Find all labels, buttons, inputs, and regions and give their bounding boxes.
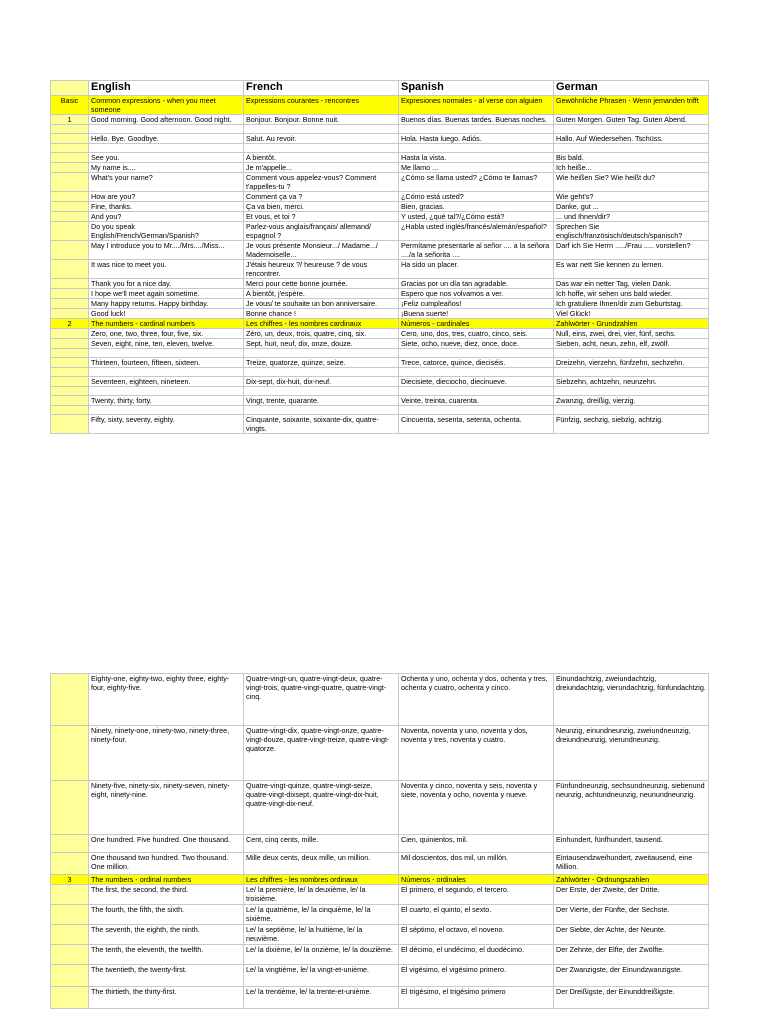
cell-german: Ich gratuliere Ihnen/dir zum Geburtstag. (554, 299, 709, 309)
table-row (51, 299, 709, 309)
cell-german: Zahlwörter - Grundzahlen (554, 319, 709, 329)
row-number (51, 945, 89, 965)
table-row (51, 339, 709, 349)
spacer-cell (554, 387, 709, 396)
spacer-cell (554, 144, 709, 153)
cell-french: A bientôt. (244, 153, 399, 163)
row-number (51, 329, 89, 339)
category-row (51, 96, 709, 115)
cell-spanish: Cincuenta, sesenta, setenta, ochenta. (399, 415, 554, 434)
cell-french: Expressions courantes - rencontres (244, 96, 399, 115)
cell-english: Twenty, thirty, forty. (89, 396, 244, 406)
table-row (51, 329, 709, 339)
cell-german: Ich heiße... (554, 163, 709, 173)
cell-english: Thirteen, fourteen, fifteen, sixteen. (89, 358, 244, 368)
row-number (51, 885, 89, 905)
cell-french: A bientôt, j'espère. (244, 289, 399, 299)
spacer-row (51, 349, 709, 358)
header-german: German (554, 81, 709, 96)
cell-spanish: ¡Feliz cumpleaños! (399, 299, 554, 309)
spacer-cell (399, 144, 554, 153)
cell-german: Darf ich Sie Herrn ...../Frau ..... vorstellen? (554, 241, 709, 260)
spacer-cell (399, 368, 554, 377)
cell-german: Zahlwörter - Ordnungszahlen (554, 875, 709, 885)
table-row (51, 674, 709, 726)
header-row (51, 81, 709, 96)
table-row (51, 309, 709, 319)
cell-french: Le/ la première, le/ la deuxième, le/ la troisième. (244, 885, 399, 905)
row-number (51, 134, 89, 144)
row-number (51, 289, 89, 299)
cell-english: The numbers - ordinal numbers (89, 875, 244, 885)
cell-english: Zero, one, two, three, four, five, six. (89, 329, 244, 339)
table-row (51, 905, 709, 925)
row-number (51, 726, 89, 781)
cell-french: Comment ça va ? (244, 192, 399, 202)
cell-french: Sept, huit, neuf, dix, onze, douze. (244, 339, 399, 349)
cell-spanish: Números - cardinales (399, 319, 554, 329)
cell-german: Der Dreißigste, der Einunddreißigste. (554, 987, 709, 1009)
row-number (51, 153, 89, 163)
cell-spanish: Hasta la vista. (399, 153, 554, 163)
table-row (51, 415, 709, 434)
cell-english: What's your name? (89, 173, 244, 192)
cell-spanish: Gracias por un día tan agradable. (399, 279, 554, 289)
cell-english: I hope we'll meet again sometime. (89, 289, 244, 299)
row-number (51, 377, 89, 387)
spacer-cell (51, 368, 89, 377)
table-row (51, 945, 709, 965)
cell-spanish: El vigésimo, el vigésimo primero. (399, 965, 554, 987)
cell-english: Good luck! (89, 309, 244, 319)
cell-german: Es war nett Sie kennen zu lernen. (554, 260, 709, 279)
table-row (51, 212, 709, 222)
table-row (51, 726, 709, 781)
row-number (51, 987, 89, 1009)
phrase-table-top (50, 80, 709, 434)
table-row (51, 358, 709, 368)
spacer-cell (244, 125, 399, 134)
cell-english: Common expressions - when you meet someone (89, 96, 244, 115)
cell-german: Fünfundneunzig, sechsundneunzig, siebenund neunzig, achtundneunzig, neunundneunzig. (554, 781, 709, 835)
cell-french: Comment vous appelez-vous? Comment t'appelles-tu ? (244, 173, 399, 192)
cell-german: Einundachtzig, zweiundachtzig, dreiundachtzig, vierundachtzig, fünfundachtzig. (554, 674, 709, 726)
spacer-cell (399, 406, 554, 415)
row-number (51, 309, 89, 319)
spacer-cell (554, 406, 709, 415)
cell-spanish: Trece, catorce, quince, dieciséis. (399, 358, 554, 368)
row-number (51, 415, 89, 434)
row-number: 2 (51, 319, 89, 329)
cell-french: J'étais heureux ?/ heureuse ? de vous rencontrer. (244, 260, 399, 279)
cell-french: Quatre-vingt-un, quatre-vingt-deux, quatre-vingt-trois, quatre-vingt-quatre, quatre-vingt-cinq. (244, 674, 399, 726)
cell-spanish: Veinte, treinta, cuarenta. (399, 396, 554, 406)
cell-german: Einhundert, fünfhundert, tausend. (554, 835, 709, 853)
table-row (51, 885, 709, 905)
cell-spanish: El décimo, el undécimo, el duodécimo. (399, 945, 554, 965)
row-number (51, 339, 89, 349)
cell-german: Der Erste, der Zweite, der Dritte. (554, 885, 709, 905)
cell-german: Null, eins, zwei, drei, vier, fünf, sechs. (554, 329, 709, 339)
cell-english: The tenth, the eleventh, the twelfth. (89, 945, 244, 965)
row-number (51, 279, 89, 289)
table-row (51, 853, 709, 875)
header-english: English (89, 81, 244, 96)
spacer-cell (244, 349, 399, 358)
cell-german: Ich hoffe, wir sehen uns bald wieder. (554, 289, 709, 299)
cell-english: Eighty-one, eighty-two, eighty three, eighty-four, eighty-five. (89, 674, 244, 726)
spacer-cell (554, 368, 709, 377)
cell-english: The numbers - cardinal numbers (89, 319, 244, 329)
cell-spanish: Ha sido un placer. (399, 260, 554, 279)
cell-english: Seventeen, eighteen, nineteen. (89, 377, 244, 387)
cell-english: Fifty, sixty, seventy, eighty. (89, 415, 244, 434)
cell-german: Bis bald. (554, 153, 709, 163)
cell-english: The twentieth, the twenty-first. (89, 965, 244, 987)
spacer-cell (244, 144, 399, 153)
row-number (51, 222, 89, 241)
spacer-cell (399, 387, 554, 396)
cell-german: Der Zwanzigste, der Einundzwanzigste. (554, 965, 709, 987)
cell-german: Zwanzig, dreißig, vierzig. (554, 396, 709, 406)
cell-english: It was nice to meet you. (89, 260, 244, 279)
cell-german: Sieben, acht, neun, zehn, elf, zwölf. (554, 339, 709, 349)
spacer-row (51, 368, 709, 377)
cell-spanish: ¿Habla usted inglés/francés/alemán/español? (399, 222, 554, 241)
cell-french: Le/ la vingtième, le/ la vingt-et-unième. (244, 965, 399, 987)
cell-german: Eintausendzweihundert, zweitausend, eine Million. (554, 853, 709, 875)
cell-english: Hello. Bye. Goodbye. (89, 134, 244, 144)
cell-french: Je m'appelle... (244, 163, 399, 173)
cell-german: Danke, gut ... (554, 202, 709, 212)
spacer-row (51, 125, 709, 134)
table-row (51, 987, 709, 1009)
cell-english: My name is.... (89, 163, 244, 173)
cell-english: Seven, eight, nine, ten, eleven, twelve. (89, 339, 244, 349)
cell-spanish: Noventa, noventa y uno, noventa y dos, noventa y tres, noventa y cuatro. (399, 726, 554, 781)
row-number: 1 (51, 115, 89, 125)
cell-english: Good morning. Good afternoon. Good night. (89, 115, 244, 125)
cell-french: Le/ la trentième, le/ la trente-et-unième. (244, 987, 399, 1009)
cell-french: Bonne chance ! (244, 309, 399, 319)
cell-english: Ninety, ninety-one, ninety-two, ninety-three, ninety-four. (89, 726, 244, 781)
cell-german: Neunzig, einundneunzig, zweiundneunzig, dreiundneunzig, vierundneunzig. (554, 726, 709, 781)
cell-english: Many happy returns. Happy birthday. (89, 299, 244, 309)
spacer-cell (51, 125, 89, 134)
row-number (51, 674, 89, 726)
row-number (51, 905, 89, 925)
cell-english: The thirtieth, the thirty-first. (89, 987, 244, 1009)
table-row (51, 153, 709, 163)
cell-english: One hundred. Five hundred. One thousand. (89, 835, 244, 853)
spacer-cell (51, 406, 89, 415)
category-row (51, 319, 709, 329)
cell-german: Wie geht's? (554, 192, 709, 202)
cell-french: Les chiffres - les nombres cardinaux (244, 319, 399, 329)
cell-spanish: Expresiones normales - al verse con alguien (399, 96, 554, 115)
cell-spanish: Espero que nos volvamos a ver. (399, 289, 554, 299)
cell-french: Parlez-vous anglais/français/ allemand/ espagnol ? (244, 222, 399, 241)
cell-french: Et vous, et toi ? (244, 212, 399, 222)
cell-spanish: Siete, ocho, nueve, diez, once, doce. (399, 339, 554, 349)
cell-french: Cinquante, soixante, soixante-dix, quatre-vingts. (244, 415, 399, 434)
table-row (51, 202, 709, 212)
cell-german: Siebzehn, achtzehn, neunzehn. (554, 377, 709, 387)
cell-german: Hallo. Auf Wiedersehen. Tschüss. (554, 134, 709, 144)
row-number (51, 396, 89, 406)
table-row (51, 134, 709, 144)
cell-german: Viel Glück! (554, 309, 709, 319)
spacer-cell (89, 144, 244, 153)
row-number (51, 358, 89, 368)
cell-german: Guten Morgen. Guten Tag. Guten Abend. (554, 115, 709, 125)
row-number (51, 835, 89, 853)
row-number (51, 173, 89, 192)
cell-english: See you. (89, 153, 244, 163)
cell-spanish: Números - ordinales (399, 875, 554, 885)
table-row (51, 289, 709, 299)
row-number (51, 192, 89, 202)
cell-french: Le/ la quatrième, le/ la cinquième, le/ la sixième. (244, 905, 399, 925)
table-row (51, 965, 709, 987)
cell-french: Treize, quatorze, quinze, seize. (244, 358, 399, 368)
cell-english: How are you? (89, 192, 244, 202)
cell-french: Ça va bien, merci. (244, 202, 399, 212)
cell-english: The seventh, the eighth, the ninth. (89, 925, 244, 945)
spacer-cell (89, 368, 244, 377)
cell-spanish: ¿Cómo se llama usted? ¿Cómo te llamas? (399, 173, 554, 192)
table-row (51, 835, 709, 853)
cell-french: Je vous présente Monsieur.../ Madame.../ Mademoiselle... (244, 241, 399, 260)
cell-french: Quatre-vingt-quinze, quatre-vingt-seize, quatre-vingt-dixsept, quatre-vingt-dix-huit, quatre-vingt-dix-neuf. (244, 781, 399, 835)
cell-french: Dix-sept, dix-huit, dix-neuf. (244, 377, 399, 387)
row-number (51, 241, 89, 260)
cell-german: Der Zehnte, der Elfte, der Zwölfte. (554, 945, 709, 965)
table-row (51, 173, 709, 192)
cell-english: One thousand two hundred. Two thousand. One million. (89, 853, 244, 875)
table-row (51, 192, 709, 202)
cell-french: Le/ la dixième, le/ la onzième, le/ la douzième. (244, 945, 399, 965)
cell-spanish: ¡Buena suerte! (399, 309, 554, 319)
cell-german: Wie heißen Sie? Wie heißt du? (554, 173, 709, 192)
cell-english: Fine, thanks. (89, 202, 244, 212)
cell-spanish: Permítame presentarle al señor .... a la señora ..../a la señorita .... (399, 241, 554, 260)
row-number: 3 (51, 875, 89, 885)
spacer-cell (89, 387, 244, 396)
cell-spanish: El séptimo, el octavo, el noveno. (399, 925, 554, 945)
cell-spanish: ¿Cómo está usted? (399, 192, 554, 202)
cell-spanish: Cero, uno, dos, tres, cuatro, cinco, seis. (399, 329, 554, 339)
row-number (51, 202, 89, 212)
spacer-cell (244, 368, 399, 377)
category-row (51, 875, 709, 885)
cell-english: Do you speak English/French/German/Spanish? (89, 222, 244, 241)
spacer-cell (51, 349, 89, 358)
spacer-cell (89, 125, 244, 134)
cell-german: Der Vierte, der Fünfte, der Sechste. (554, 905, 709, 925)
phrase-table-bottom (50, 673, 709, 1009)
cell-spanish: Buenos días. Buenas tardes. Buenas noches. (399, 115, 554, 125)
cell-spanish: Ochenta y uno, ochenta y dos, ochenta y tres, ochenta y cuatro, ochenta y cinco. (399, 674, 554, 726)
spacer-cell (399, 349, 554, 358)
cell-spanish: Hola. Hasta luego. Adiós. (399, 134, 554, 144)
spacer-row (51, 144, 709, 153)
table-row (51, 377, 709, 387)
table-row (51, 925, 709, 945)
cell-spanish: Noventa y cinco, noventa y seis, noventa y siete, noventa y ocho, noventa y nueve. (399, 781, 554, 835)
cell-english: And you? (89, 212, 244, 222)
cell-english: Ninety-five, ninety-six, ninety-seven, ninety-eight, ninety-nine. (89, 781, 244, 835)
cell-french: Quatre-vingt-dix, quatre-vingt-onze, quatre-vingt-douze, quatre-vingt-treize, quatre-vingt-quatorze. (244, 726, 399, 781)
header-french: French (244, 81, 399, 96)
row-number (51, 781, 89, 835)
table-row (51, 115, 709, 125)
cell-spanish: Y usted, ¿qué tal?/¿Cómo está? (399, 212, 554, 222)
table-row (51, 279, 709, 289)
table-row (51, 260, 709, 279)
row-number (51, 212, 89, 222)
cell-french: Mille deux cents, deux mille, un million. (244, 853, 399, 875)
header-num (51, 81, 89, 96)
cell-french: Le/ la septième, le/ la huitième, le/ la neuvième. (244, 925, 399, 945)
cell-german: Fünfzig, sechzig, siebzig, achtzig. (554, 415, 709, 434)
table-row (51, 396, 709, 406)
spacer-row (51, 387, 709, 396)
spacer-cell (89, 406, 244, 415)
cell-german: Der Siebte, der Achte, der Neunte. (554, 925, 709, 945)
cell-german: Sprechen Sie englisch/französisch/deutsch/spanisch? (554, 222, 709, 241)
cell-spanish: Bien, gracias. (399, 202, 554, 212)
spacer-cell (51, 144, 89, 153)
cell-spanish: Me llamo ... (399, 163, 554, 173)
spacer-cell (399, 125, 554, 134)
table-row (51, 241, 709, 260)
cell-french: Les chiffres - les nombres ordinaux (244, 875, 399, 885)
cell-spanish: El primero, el segundo, el tercero. (399, 885, 554, 905)
cell-german: Gewöhnliche Phrasen - Wenn jemanden trifft (554, 96, 709, 115)
spacer-row (51, 406, 709, 415)
row-number: Basic (51, 96, 89, 115)
table-row (51, 781, 709, 835)
row-number (51, 163, 89, 173)
cell-french: Bonjour. Bonjour. Bonne nuit. (244, 115, 399, 125)
row-number (51, 925, 89, 945)
spacer-cell (51, 387, 89, 396)
spacer-cell (244, 406, 399, 415)
cell-english: May I introduce you to Mr..../Mrs..../Miss... (89, 241, 244, 260)
cell-french: Merci pour cette bonne journée. (244, 279, 399, 289)
cell-english: Thank you for a nice day. (89, 279, 244, 289)
row-number (51, 965, 89, 987)
spacer-cell (554, 349, 709, 358)
header-spanish: Spanish (399, 81, 554, 96)
cell-french: Zéro, un, deux, trois, quatre, cinq, six. (244, 329, 399, 339)
cell-spanish: El trigésimo, el trigésimo primero (399, 987, 554, 1009)
cell-german: Das war ein netter Tag, vielen Dank. (554, 279, 709, 289)
spacer-cell (244, 387, 399, 396)
row-number (51, 260, 89, 279)
cell-french: Je vous/ te souhaite un bon anniversaire. (244, 299, 399, 309)
cell-spanish: Diecisiete, dieciocho, diecinueve. (399, 377, 554, 387)
cell-english: The fourth, the fifth, the sixth. (89, 905, 244, 925)
cell-french: Vingt, trente, quarante. (244, 396, 399, 406)
cell-french: Cent, cinq cents, mille. (244, 835, 399, 853)
table-row (51, 163, 709, 173)
table-row (51, 222, 709, 241)
spacer-cell (554, 125, 709, 134)
cell-german: Dreizehn, vierzehn, fünfzehn, sechzehn. (554, 358, 709, 368)
cell-french: Salut. Au revoir. (244, 134, 399, 144)
cell-spanish: Mil doscientos, dos mil, un millón. (399, 853, 554, 875)
cell-english: The first, the second, the third. (89, 885, 244, 905)
cell-german: ... und Ihnen/dir? (554, 212, 709, 222)
row-number (51, 853, 89, 875)
row-number (51, 299, 89, 309)
spacer-cell (89, 349, 244, 358)
cell-spanish: El cuarto, el quinto, el sexto. (399, 905, 554, 925)
cell-spanish: Cien, quinientos, mil. (399, 835, 554, 853)
